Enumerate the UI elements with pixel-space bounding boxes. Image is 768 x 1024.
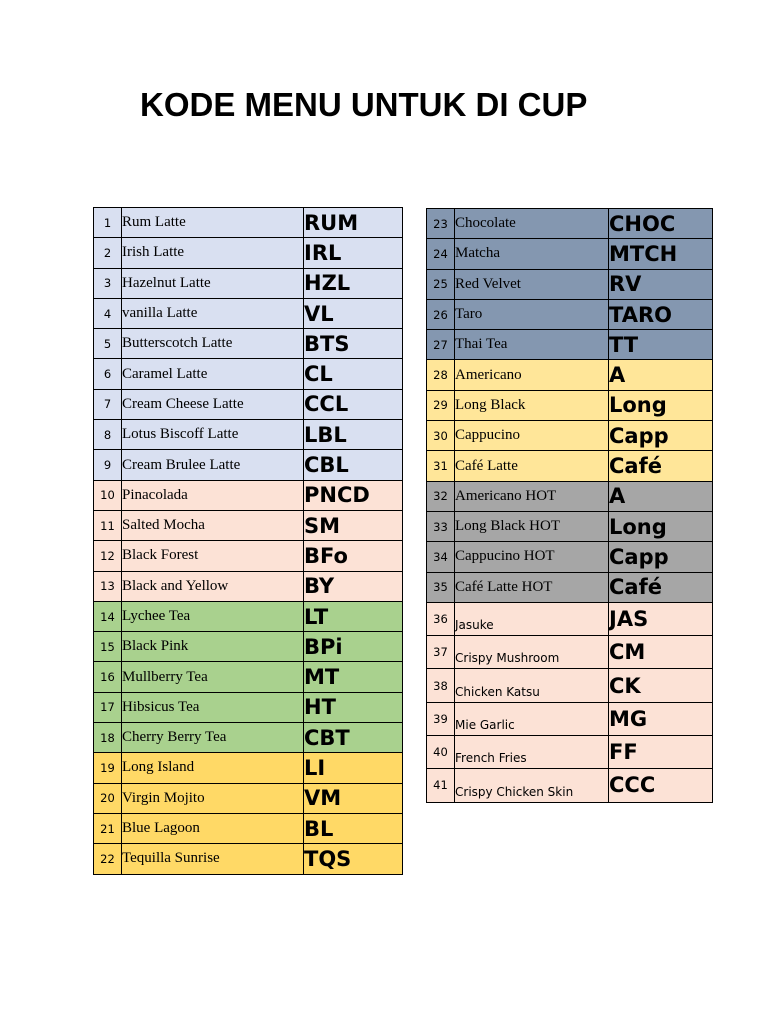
table-row — [94, 571, 403, 601]
menu-item-code: CBT — [304, 723, 403, 753]
table-row — [427, 736, 713, 769]
menu-item-name: Cream Cheese Latte — [122, 389, 304, 419]
menu-item-name: Pinacolada — [122, 480, 304, 510]
menu-item-name: Cappucino HOT — [455, 542, 609, 572]
menu-item-code: TQS — [304, 844, 403, 874]
menu-item-name: Long Black HOT — [455, 511, 609, 541]
menu-item-name: Cappucino — [455, 421, 609, 451]
menu-item-code: LT — [304, 601, 403, 631]
menu-item-name: Mie Garlic — [455, 702, 609, 735]
table-row — [427, 451, 713, 481]
row-number: 24 — [427, 239, 455, 269]
menu-item-name: Tequilla Sunrise — [122, 844, 304, 874]
row-number: 6 — [94, 359, 122, 389]
menu-item-code: Long — [609, 511, 713, 541]
table-row — [94, 601, 403, 631]
menu-item-name: Black Pink — [122, 632, 304, 662]
menu-item-code: MTCH — [609, 239, 713, 269]
menu-item-name: Café Latte — [455, 451, 609, 481]
row-number: 11 — [94, 510, 122, 540]
menu-item-name: Cream Brulee Latte — [122, 450, 304, 480]
menu-item-name: vanilla Latte — [122, 298, 304, 328]
menu-item-code: RUM — [304, 208, 403, 238]
table-row — [94, 844, 403, 874]
table-row — [94, 329, 403, 359]
table-row — [427, 511, 713, 541]
menu-item-name: Lychee Tea — [122, 601, 304, 631]
menu-item-code: Café — [609, 451, 713, 481]
table-row — [427, 572, 713, 602]
row-number: 2 — [94, 238, 122, 268]
table-row — [427, 542, 713, 572]
row-number: 31 — [427, 451, 455, 481]
table-row — [94, 480, 403, 510]
table-row — [94, 420, 403, 450]
table-row — [427, 299, 713, 329]
row-number: 10 — [94, 480, 122, 510]
menu-item-name: Hazelnut Latte — [122, 268, 304, 298]
row-number: 30 — [427, 421, 455, 451]
menu-code-table-left — [93, 207, 403, 875]
menu-item-name: Crispy Chicken Skin — [455, 769, 609, 802]
menu-item-name: Butterscotch Latte — [122, 329, 304, 359]
table-row — [427, 239, 713, 269]
table-row — [94, 813, 403, 843]
menu-item-code: BFo — [304, 541, 403, 571]
menu-item-code: BPi — [304, 632, 403, 662]
table-row — [94, 389, 403, 419]
row-number: 18 — [94, 723, 122, 753]
menu-item-name: Mullberry Tea — [122, 662, 304, 692]
row-number: 34 — [427, 542, 455, 572]
menu-item-code: Capp — [609, 421, 713, 451]
menu-item-name: Taro — [455, 299, 609, 329]
menu-item-name: Cherry Berry Tea — [122, 723, 304, 753]
row-number: 22 — [94, 844, 122, 874]
menu-item-code: CM — [609, 636, 713, 669]
row-number: 28 — [427, 360, 455, 390]
menu-item-name: Caramel Latte — [122, 359, 304, 389]
table-row — [94, 450, 403, 480]
row-number: 26 — [427, 299, 455, 329]
menu-item-code: SM — [304, 510, 403, 540]
menu-item-code: CCC — [609, 769, 713, 802]
table-row — [94, 298, 403, 328]
menu-item-name: Thai Tea — [455, 330, 609, 360]
menu-item-name: Rum Latte — [122, 208, 304, 238]
menu-item-name: French Fries — [455, 736, 609, 769]
menu-item-code: CL — [304, 359, 403, 389]
menu-item-code: Capp — [609, 542, 713, 572]
menu-item-code: Long — [609, 390, 713, 420]
menu-item-name: Americano — [455, 360, 609, 390]
menu-item-code: BTS — [304, 329, 403, 359]
table-row — [427, 360, 713, 390]
menu-item-code: A — [609, 481, 713, 511]
table-row — [427, 481, 713, 511]
menu-item-code: FF — [609, 736, 713, 769]
menu-item-name: Black and Yellow — [122, 571, 304, 601]
menu-item-name: Salted Mocha — [122, 510, 304, 540]
menu-code-table-right — [426, 208, 713, 803]
row-number: 5 — [94, 329, 122, 359]
row-number: 32 — [427, 481, 455, 511]
menu-item-code: BY — [304, 571, 403, 601]
menu-item-code: IRL — [304, 238, 403, 268]
row-number: 40 — [427, 736, 455, 769]
table-row — [94, 208, 403, 238]
row-number: 41 — [427, 769, 455, 802]
page-title: KODE MENU UNTUK DI CUP — [140, 86, 588, 123]
table-row — [427, 636, 713, 669]
row-number: 17 — [94, 692, 122, 722]
menu-item-code: CBL — [304, 450, 403, 480]
menu-item-code: Café — [609, 572, 713, 602]
menu-item-name: Irish Latte — [122, 238, 304, 268]
table-row — [427, 702, 713, 735]
menu-item-code: PNCD — [304, 480, 403, 510]
menu-item-code: LI — [304, 753, 403, 783]
menu-item-name: Chocolate — [455, 209, 609, 239]
row-number: 1 — [94, 208, 122, 238]
menu-item-name: Long Island — [122, 753, 304, 783]
row-number: 36 — [427, 602, 455, 635]
menu-item-name: Long Black — [455, 390, 609, 420]
table-row — [94, 238, 403, 268]
menu-item-code: BL — [304, 813, 403, 843]
row-number: 13 — [94, 571, 122, 601]
row-number: 21 — [94, 813, 122, 843]
menu-item-name: Blue Lagoon — [122, 813, 304, 843]
row-number: 33 — [427, 511, 455, 541]
table-row — [94, 359, 403, 389]
table-row — [427, 769, 713, 802]
table-row — [94, 692, 403, 722]
row-number: 20 — [94, 783, 122, 813]
menu-item-code: LBL — [304, 420, 403, 450]
row-number: 4 — [94, 298, 122, 328]
menu-item-code: MT — [304, 662, 403, 692]
menu-item-code: RV — [609, 269, 713, 299]
menu-item-code: TT — [609, 330, 713, 360]
menu-item-name: Crispy Mushroom — [455, 636, 609, 669]
menu-item-code: CK — [609, 669, 713, 702]
menu-item-code: JAS — [609, 602, 713, 635]
menu-item-name: Jasuke — [455, 602, 609, 635]
row-number: 25 — [427, 269, 455, 299]
row-number: 27 — [427, 330, 455, 360]
table-row — [427, 390, 713, 420]
table-row — [94, 723, 403, 753]
menu-item-name: Americano HOT — [455, 481, 609, 511]
table-row — [94, 753, 403, 783]
table-row — [427, 330, 713, 360]
row-number: 7 — [94, 389, 122, 419]
row-number: 3 — [94, 268, 122, 298]
menu-item-name: Lotus Biscoff Latte — [122, 420, 304, 450]
row-number: 37 — [427, 636, 455, 669]
menu-item-code: CHOC — [609, 209, 713, 239]
row-number: 16 — [94, 662, 122, 692]
menu-item-code: HZL — [304, 268, 403, 298]
menu-item-name: Café Latte HOT — [455, 572, 609, 602]
table-row — [94, 662, 403, 692]
menu-item-code: VM — [304, 783, 403, 813]
row-number: 19 — [94, 753, 122, 783]
table-row — [94, 783, 403, 813]
table-row — [427, 421, 713, 451]
menu-item-name: Black Forest — [122, 541, 304, 571]
menu-item-code: HT — [304, 692, 403, 722]
menu-item-name: Red Velvet — [455, 269, 609, 299]
row-number: 8 — [94, 420, 122, 450]
row-number: 39 — [427, 702, 455, 735]
row-number: 29 — [427, 390, 455, 420]
row-number: 12 — [94, 541, 122, 571]
menu-item-name: Chicken Katsu — [455, 669, 609, 702]
row-number: 15 — [94, 632, 122, 662]
row-number: 14 — [94, 601, 122, 631]
row-number: 35 — [427, 572, 455, 602]
menu-item-code: MG — [609, 702, 713, 735]
table-row — [427, 602, 713, 635]
table-row — [94, 268, 403, 298]
menu-item-name: Hibsicus Tea — [122, 692, 304, 722]
table-row — [427, 269, 713, 299]
table-row — [427, 669, 713, 702]
table-row — [94, 541, 403, 571]
table-row — [94, 510, 403, 540]
row-number: 38 — [427, 669, 455, 702]
menu-item-code: A — [609, 360, 713, 390]
menu-item-code: TARO — [609, 299, 713, 329]
row-number: 23 — [427, 209, 455, 239]
table-row — [427, 209, 713, 239]
menu-item-name: Virgin Mojito — [122, 783, 304, 813]
row-number: 9 — [94, 450, 122, 480]
table-row — [94, 632, 403, 662]
menu-item-code: CCL — [304, 389, 403, 419]
menu-item-code: VL — [304, 298, 403, 328]
menu-item-name: Matcha — [455, 239, 609, 269]
